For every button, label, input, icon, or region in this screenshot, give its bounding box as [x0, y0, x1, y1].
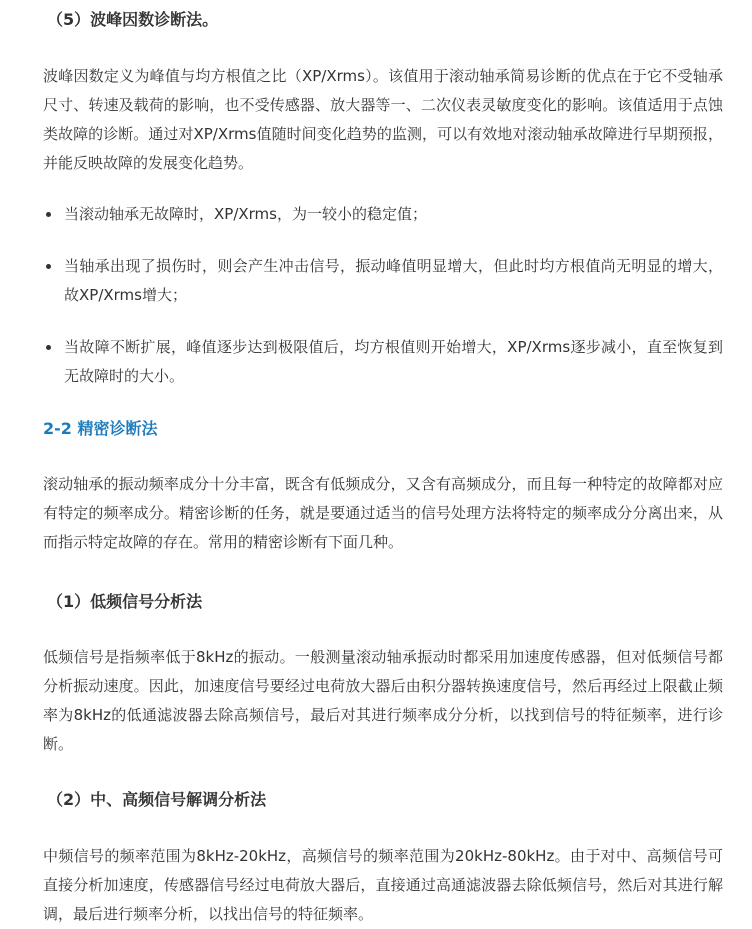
- bullet-dot-icon: [46, 212, 51, 217]
- list-item-text: 当故障不断扩展，峰值逐步达到极限值后，均方根值则开始增大，XP/Xrms逐步减小，直至恢复到无故障时的大小。: [64, 338, 723, 385]
- heading-precision-diagnosis: 2-2 精密诊断法: [43, 419, 158, 438]
- list-item-text: 当轴承出现了损伤时，则会产生冲击信号，振动峰值明显增大，但此时均方根值尚无明显的增大，故XP/Xrms增大；: [64, 257, 723, 304]
- bullet-list-crest-factor: [43, 200, 723, 391]
- list-item: [43, 333, 723, 391]
- bullet-dot-icon: [46, 264, 51, 269]
- paragraph-precision-diagnosis: 滚动轴承的振动频率成分十分丰富，既含有低频成分，又含有高频成分，而且每一种特定的故障都对应有特定的频率成分。精密诊断的任务，就是要通过适当的信号处理方法将特定的频率成分分离出来，从而指示特定故障的存在。常用的精密诊断有下面几种。: [43, 475, 723, 551]
- list-item-text: 当滚动轴承无故障时，XP/Xrms，为一较小的稳定值；: [64, 205, 427, 223]
- list-item: [43, 200, 723, 229]
- paragraph-crest-factor: 波峰因数定义为峰值与均方根值之比（XP/Xrms）。该值用于滚动轴承简易诊断的优点在于它不受轴承尺寸、转速及载荷的影响，也不受传感器、放大器等一、二次仪表灵敏度变化的影响。该值适用于点蚀类故障的诊断。通过对XP/Xrms值随时间变化趋势的监测，可以有效地对滚动轴承故障进行早期预报，并能反映故障的发展变化趋势。: [43, 67, 723, 172]
- article-body: [43, 0, 723, 929]
- heading-demodulation: （2）中、高频信号解调分析法: [47, 790, 267, 809]
- paragraph-demodulation: 中频信号的频率范围为8kHz-20kHz，高频信号的频率范围为20kHz-80kHz。由于对中、高频信号可直接分析加速度，传感器信号经过电荷放大器后，直接通过高通滤波器去除低频信号，然后对其进行解调，最后进行频率分析，以找出信号的特征频率。: [43, 847, 723, 923]
- heading-crest-factor: （5）波峰因数诊断法。: [47, 10, 219, 29]
- list-item: [43, 252, 723, 310]
- heading-low-frequency: （1）低频信号分析法: [47, 592, 203, 611]
- bullet-dot-icon: [46, 345, 51, 350]
- paragraph-low-frequency: 低频信号是指频率低于8kHz的振动。一般测量滚动轴承振动时都采用加速度传感器，但对低频信号都分析振动速度。因此，加速度信号要经过电荷放大器后由积分器转换速度信号，然后再经过上限截止频率为8kHz的低通滤波器去除高频信号，最后对其进行频率成分分析，以找到信号的特征频率，进行诊断。: [43, 648, 723, 753]
